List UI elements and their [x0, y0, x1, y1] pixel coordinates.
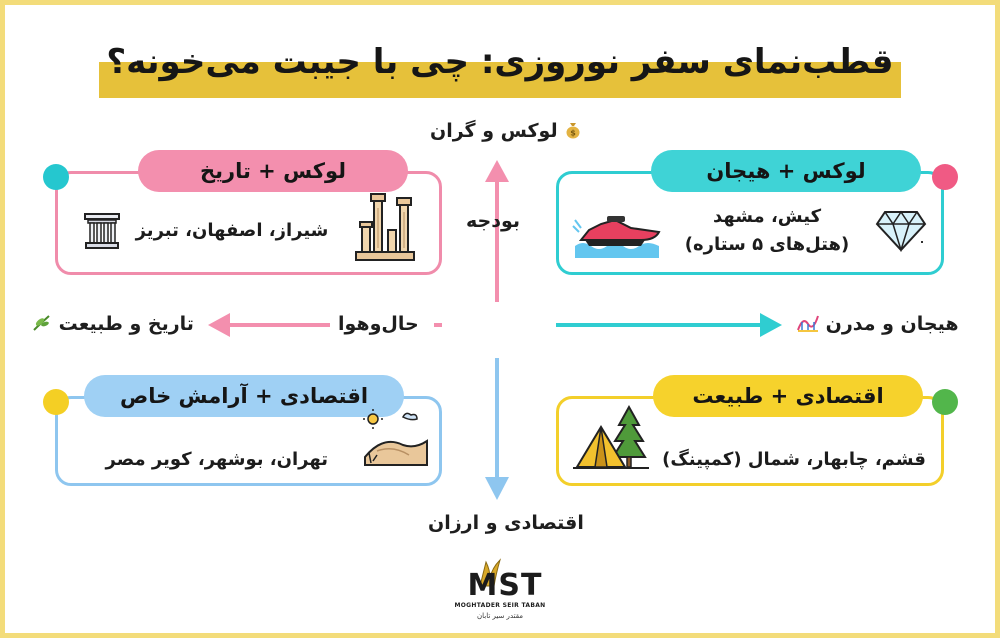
logo-persian: مقتدر سیر تابان	[476, 612, 524, 620]
axis-top-label: $ لوکس و گران	[430, 120, 582, 142]
camping-tent-icon	[573, 401, 651, 477]
axis-horizontal-name: حال‌وهوا	[338, 313, 419, 335]
jet-ski-icon	[571, 210, 663, 266]
quadrant-dot	[932, 164, 958, 190]
herb-icon	[32, 314, 52, 332]
svg-text:$: $	[570, 128, 577, 138]
quadrant-dot	[43, 164, 69, 190]
logo-english: MOGHTADER SEIR TABAN	[454, 602, 546, 609]
quadrant-luxury-history	[55, 159, 442, 275]
quadrant-label: اقتصادی + طبیعت	[653, 375, 923, 417]
axis-left-arrowhead	[208, 313, 230, 337]
brand-logo	[440, 560, 560, 630]
quadrant-label: اقتصادی + آرامش خاص	[84, 375, 404, 417]
page-title: قطب‌نمای سفر نوروزی: چی با جیبت می‌خونه؟	[106, 42, 894, 82]
persepolis-columns-icon	[354, 188, 416, 268]
quadrant-cities: تهران، بوشهر، کویر مصر	[105, 449, 328, 470]
axis-left-label: تاریخ و طبیعت	[32, 313, 194, 335]
quadrant-budget-calm	[55, 384, 442, 486]
quadrant-label: لوکس + هیجان	[651, 150, 921, 192]
quadrant-dot	[43, 389, 69, 415]
axis-down-arrowhead	[485, 477, 509, 500]
money-bag-icon	[564, 121, 582, 139]
axis-right-label: هیجان و مدرن	[797, 313, 959, 335]
quadrant-label: لوکس + تاریخ	[138, 150, 408, 192]
quadrant-cities-line2: (هتل‌های ۵ ستاره)	[684, 234, 850, 255]
roller-coaster-icon	[797, 314, 819, 332]
quadrant-cities-line1: کیش، مشهد	[712, 206, 822, 227]
quadrant-luxury-excitement	[556, 159, 944, 275]
axis-bottom-label: اقتصادی و ارزان	[428, 512, 584, 534]
desert-dunes-icon	[363, 405, 429, 475]
greek-column-icon	[82, 210, 122, 254]
quadrant-budget-nature	[556, 384, 944, 486]
quadrant-cities: شیراز، اصفهان، تبریز	[135, 220, 329, 241]
quadrant-dot	[932, 389, 958, 415]
logo-mark: MST	[467, 568, 543, 603]
quadrant-cities: قشم، چابهار، شمال (کمپینگ)	[662, 449, 926, 470]
axis-up-arrowhead	[485, 160, 509, 182]
diamond-icon	[875, 208, 927, 256]
axis-vertical-name: بودجه	[466, 210, 521, 232]
axis-right-arrowhead	[760, 313, 782, 337]
